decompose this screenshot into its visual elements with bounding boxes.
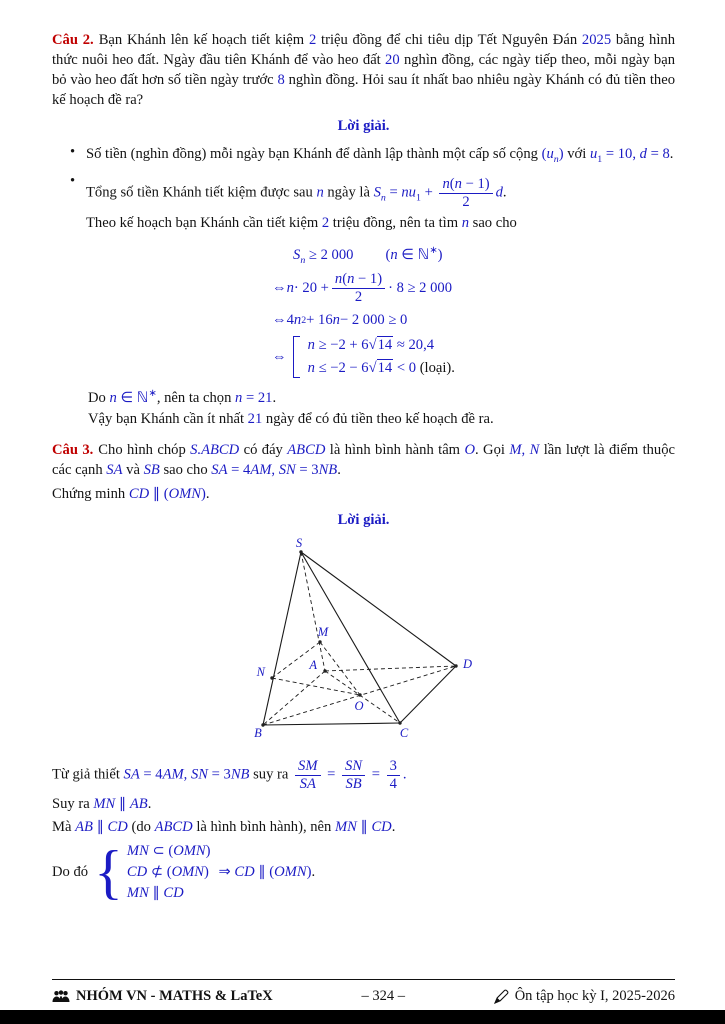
cau3-cases-block [52,838,675,905]
text-run: AB [75,819,93,836]
cau2-solution-heading: Lời giải. [337,117,390,134]
text-run: ≤ −2 − 6 [314,360,369,377]
text-run: ≥ 2 000 [305,246,354,263]
text-run: u [589,145,598,162]
text-run: 4 [286,312,294,329]
text-run: 14 [377,360,393,377]
text-run: SA [106,461,123,478]
text-run: CD [126,863,148,880]
vertex-label-m: M [317,624,328,639]
vertex-label-a: A [308,657,317,672]
text-run: ) [437,246,443,263]
text-run: ) [306,864,312,881]
vertex-label-s: S [295,537,302,550]
text-run: N [529,441,540,458]
text-run: OMN [173,842,206,859]
text-run: ∈ ℕ [397,246,430,263]
text-run: bằng hình thức nuôi heo đất. Ngày đầu tiên Khánh để vào heo đất [52,32,676,69]
text-run: 1 [597,153,603,165]
cau3-step-1 [52,758,675,793]
text-run: 20 [385,52,400,69]
text-run: − 1) [354,270,383,287]
text-run: , nên ta chọn [156,390,236,407]
text-run: 2 [321,215,330,232]
derivation-row-2 [272,271,452,306]
vertex-label-c: C [399,725,408,740]
text-run: ngày để có đủ tiền theo kế hoạch đề ra. [262,411,494,428]
text-run: là hình bình hành tâm [325,441,465,458]
cau2-conclusion-2 [88,409,675,430]
text-run: là hình bình hành), nên [192,819,335,836]
footer-left [52,988,273,1005]
text-run: AM [162,766,184,783]
text-run: − 1) [461,175,490,192]
text-run: SN [190,766,208,783]
text-run: MN [334,819,357,836]
text-run: CD [371,819,392,836]
text-run: nu [401,184,416,201]
text-run: n [334,270,343,287]
text-run: AM [250,461,272,478]
derivation-row1-note [385,246,442,265]
text-run: 2 [354,288,363,305]
cau2-bullet1-text [86,144,675,164]
text-run: suy ra [249,766,293,783]
text-run: 8 [277,72,285,89]
text-run: sao cho [159,461,212,478]
text-run: Mà [52,819,76,836]
text-run: OMN [171,863,205,880]
derivation-case-1 [308,336,455,355]
footer-right [494,988,675,1005]
text-run: MN [126,842,149,859]
text-run: SB [143,461,160,478]
text-run: M [509,441,522,458]
text-run: SA [299,775,316,792]
cau2-bullet-2 [52,173,675,237]
fraction [295,758,320,793]
derivation-row-1 [272,246,442,265]
text-run: d [495,184,503,201]
text-run: . [502,184,507,201]
text-run: n [235,390,243,407]
text-run: Chứng minh [52,486,129,503]
square-root: √14 [368,337,393,354]
text-run: AB [129,796,148,813]
text-run: n [300,254,306,266]
text-run: (do [127,819,155,836]
text-run: n [442,175,450,192]
cau2-bullet-1 [52,144,675,164]
cau2-label: Câu 2. [52,32,94,48]
text-run: và [122,461,144,478]
text-run: ⊄ ( [147,863,172,880]
derivation-case-2 [308,359,455,378]
text-run: ABCD [287,441,326,458]
text-run: SA [123,766,140,783]
text-run: SA [211,461,228,478]
text-run: . [272,390,277,407]
text-run: CD [107,819,128,836]
text-run: ∗ [148,388,157,400]
figure-container [52,538,675,750]
text-run: NB [230,766,250,783]
text-run: ( [342,270,348,287]
text-run: . [311,864,316,881]
case-line-1 [127,842,211,860]
text-run: S.ABCD [190,441,240,458]
cases-square-bracket [293,336,300,378]
fraction [387,758,400,793]
cau3-step-3 [52,817,675,838]
cau2-bullet2-text [86,173,675,237]
text-run: Từ giả thiết [52,766,124,783]
cau2-bullet2-line1 [86,176,675,211]
text-run: ABCD [154,819,193,836]
text-run: S [293,246,301,263]
text-run: n [390,246,398,263]
derivation-row-4 [272,336,455,378]
text-run: n [553,153,559,165]
cau2-bullet2-line2 [86,213,675,233]
text-run: Số tiền (nghìn đồng) mỗi ngày bạn Khánh để dành lập thành một cấp số cộng [86,145,542,162]
text-run: CD [128,486,150,503]
fraction [342,758,365,793]
text-run: ) [558,145,564,162]
text-run: ) [205,842,211,859]
cau3-statement-line2 [52,484,675,505]
cau2-statement-text [52,32,675,108]
group-icon [52,990,70,1003]
text-run: . [205,486,210,503]
text-run: · 20 + [293,279,329,296]
case-line-3 [127,884,211,902]
cau3-section [52,440,675,903]
text-run: SB [345,775,362,792]
cau3-step-2 [52,794,675,815]
vertex-label-b: B [253,725,262,740]
text-run: ⇔ [272,312,287,329]
text-run: 2 [462,193,470,210]
cau3-solution-heading: Lời giải. [337,511,390,528]
text-run: Tổng số tiền Khánh tiết kiệm được sau [86,184,317,201]
text-run: ≈ 20,4 [393,337,435,354]
text-run: d [639,145,647,162]
text-run: = 21 [242,390,273,407]
text-run: . [147,796,152,813]
text-run: = [368,766,384,783]
text-run: ( [449,175,455,192]
text-run: n [307,337,315,354]
text-run: ngày là [323,184,374,201]
text-run: = [323,766,340,783]
text-run: có đáy [239,441,288,458]
text-run: ( [541,145,547,162]
text-run: − 2 000 ≥ 0 [339,312,408,329]
bullet-marker: • [70,143,76,160]
text-run: S [373,184,381,201]
text-run: ⇔ [272,348,287,365]
derivation-row4-cases [308,336,455,378]
cau2-section [52,30,675,430]
text-run: ⊂ ( [148,842,174,859]
text-run: CD [234,864,255,881]
text-run: = 8 [646,145,670,162]
text-run: ⇒ [218,864,235,881]
text-run: n [286,279,294,296]
vertex-label-n: N [256,664,265,679]
text-run: n [307,360,315,377]
text-run: . [402,766,407,783]
derivation-row-3: ⇔ 4 n 2 + 16 n − 2 000 ≥ 0 [272,312,408,329]
text-run: n [347,270,355,287]
pyramid-figure [219,538,509,750]
text-run: n [461,215,469,232]
text-run: + 16 [306,312,333,329]
text-run: ∈ ℕ [116,390,149,407]
text-run: 4 [389,775,397,792]
text-run: = [385,184,402,201]
footer-rule [52,979,675,980]
text-run: 2 [308,32,317,48]
text-run: nghìn đồng. Hỏi sau ít nhất bao nhiêu ngày Khánh có đủ tiền theo kế hoạch đề ra? [52,72,675,109]
text-run: với [563,145,590,162]
text-run: SN [345,757,363,774]
cases-lines [127,842,211,903]
text-run: 21 [247,411,263,428]
text-run: 3 [389,757,397,774]
text-run: OMN [274,864,307,881]
text-run: Do [88,390,110,407]
text-run: . [391,819,396,836]
text-run: = 4 [227,461,251,478]
text-run: MN [93,796,116,813]
bullet-marker: • [70,172,76,189]
vertex-label-o: O [353,698,364,713]
page-footer [52,988,675,1005]
text-run: lần lượt là điểm thuộc các cạnh [52,441,675,478]
text-run: O [464,441,475,458]
text-run: SN [278,461,296,478]
text-run: ∥ [92,819,108,836]
text-run: · 8 ≥ 2 000 [388,279,453,296]
text-run: n [316,184,324,201]
cases-conclusion [219,863,316,881]
text-run: n [293,312,302,329]
text-run: ) [201,486,206,503]
text-run: n [454,175,462,192]
derivation-row4-prefix [272,348,287,367]
text-run: ∥ ( [149,486,169,503]
text-run: u [546,145,554,162]
text-run: (loại). [419,360,455,377]
fraction [332,271,385,306]
text-run: n [332,312,340,329]
text-run: . Gọi [474,441,510,458]
text-run: = 3 [295,461,319,478]
text-run: , [521,441,530,458]
text-run: ≥ −2 + 6 [314,337,369,354]
text-run: ) [204,863,209,880]
text-run: Vậy bạn Khánh cần ít nhất [88,411,248,428]
text-run: ∥ ( [254,864,275,881]
cau2-derivation [272,246,455,378]
page-bottom-bar [0,1010,725,1024]
cases-lead [52,864,88,881]
square-root: √14 [368,360,393,377]
footer-page-number: – 324 – [361,988,405,1004]
text-run: 2025 [581,32,612,48]
cau3-statement-text [52,442,675,478]
text-run: , [183,766,191,783]
derivation-row1-main [293,246,353,265]
case-line-2 [127,863,211,881]
text-run: ∥ [148,885,164,902]
text-run: CD [163,885,184,902]
fraction [439,176,492,211]
text-run: < 0 [393,360,420,377]
cases-brace: { [94,838,123,905]
text-run: , [271,461,279,478]
text-run: Suy ra [52,796,94,813]
text-run: triệu đồng để chi tiêu dịp Tết Nguyên Đán [316,32,582,48]
cau3-statement [52,440,675,480]
cau2-conclusion-1 [88,388,675,409]
text-run: n [109,390,117,407]
text-run: NB [318,461,338,478]
text-run: 1 [415,192,421,204]
text-run: Theo kế hoạch bạn Khánh cần tiết kiệm [86,215,322,232]
cau2-statement [52,30,675,111]
text-run: ∥ [356,819,372,836]
text-run: = 4 [139,766,163,783]
text-run: ∗ [429,245,438,257]
text-run: + [420,184,437,201]
cau3-label: Câu 3. [52,441,94,458]
text-run: nghìn đồng, các ngày tiếp theo, mỗi ngày bạn bỏ vào heo đất hơn số tiền ngày trước [52,52,676,89]
text-run: Do đó [52,863,89,880]
text-run: sao cho [469,215,517,232]
text-run: n [380,192,386,204]
text-run: SM [298,757,318,774]
text-run: ∥ [115,796,130,813]
text-run: 14 [377,337,393,354]
text-run: . [669,145,674,162]
vertex-label-d: D [462,656,472,671]
pencil-icon [494,989,509,1004]
text-run: OMN [168,486,202,503]
text-run: MN [126,885,149,902]
footer-right-text: Ôn tập học kỳ I, 2025-2026 [514,988,675,1004]
text-run: = 10, [602,145,640,162]
text-run: Bạn Khánh lên kế hoạch tiết kiệm [98,32,309,48]
text-run: ( [385,246,391,263]
text-run: ⇔ [272,279,287,296]
footer-left-text: NHÓM VN - MATHS & LaTeX [76,988,273,1004]
text-run: . [337,461,341,478]
text-run: = 3 [208,766,231,783]
text-run: triệu đồng, nên ta tìm [329,215,462,232]
text-run: Cho hình chóp [98,441,191,458]
